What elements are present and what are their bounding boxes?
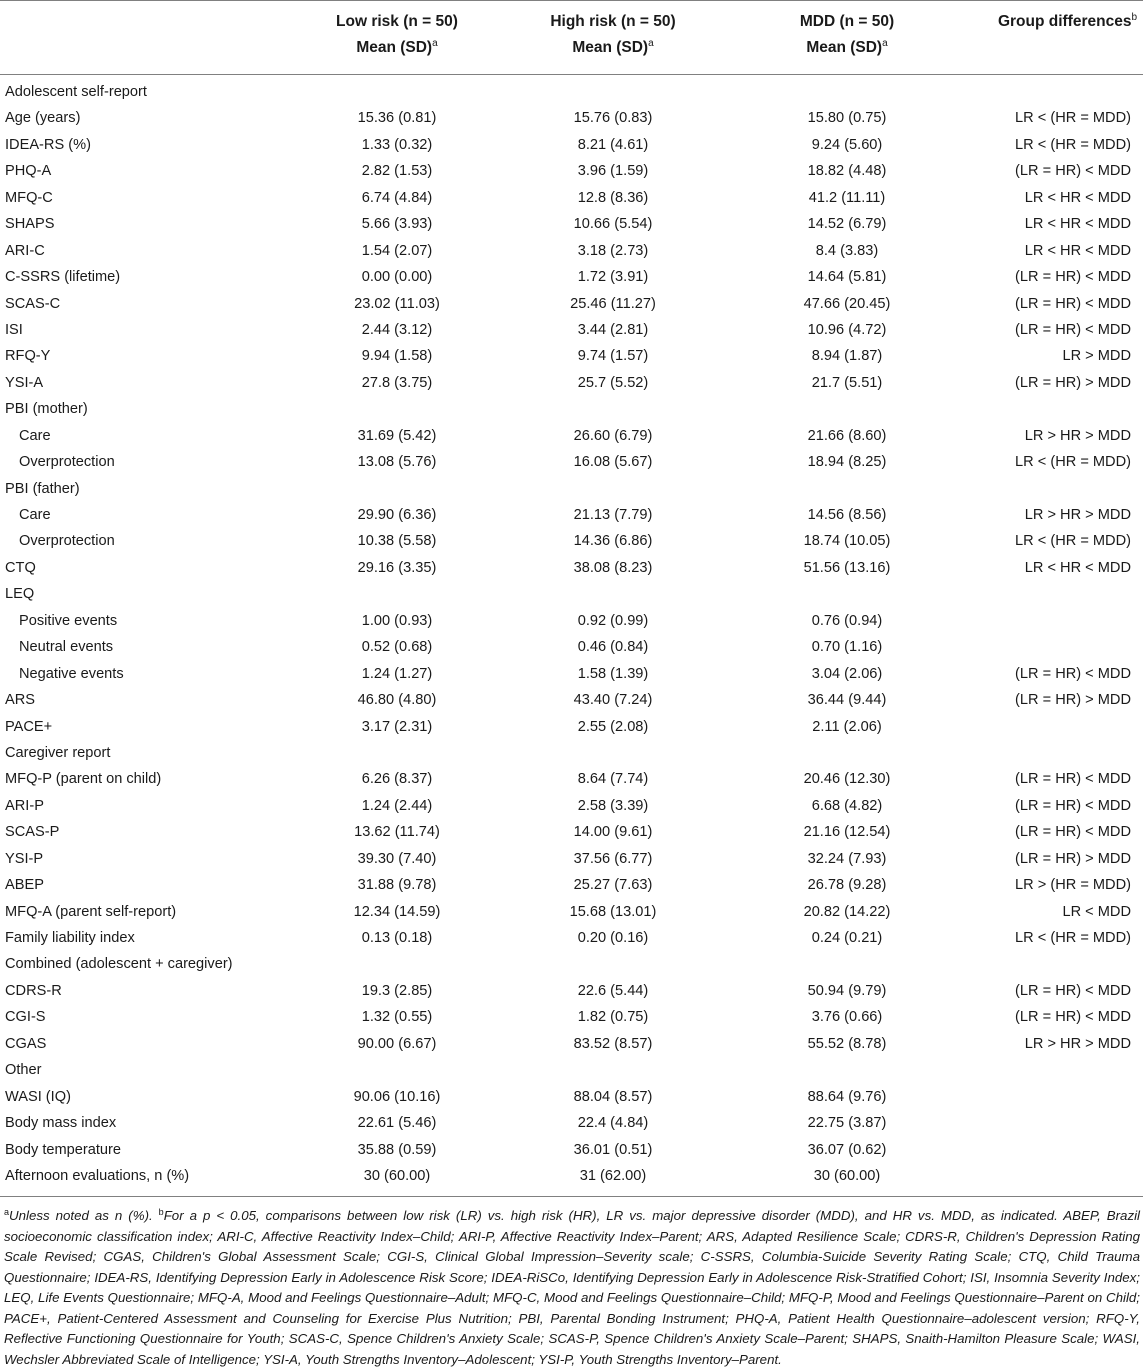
row-cell-3: 30 (60.00) xyxy=(813,1167,881,1184)
footnote-text-b: For a p < 0.05, comparisons between low risk (LR) vs. high risk (HR), LR vs. major depressive disorder (MDD), and HR vs. MDD, as indicated. ABEP, Brazil socioeconomic classification index; ARI-C, Affective Reactivity Index–Child; ARI-P, Affective Reactivity Index–Parent; ARS, Adapted Resilience Scale; CDRS-R, Children's Depression Rating Scale Revised; CGAS, Children's Global Assessment Scale; CGI-S, Clinical Global Impression–Severity scale; C-SSRS, Columbia-Suicide Severity Rating Scale; CTQ, Child Trauma Questionnaire; IDEA-RS, Identifying Depression Early in Adolescence Risk Score; IDEA-RiSCo, Identifying Depression Early in Adolescence Risk-Stratified Cohort; ISI, Insomnia Severity Index; LEQ, Life Events Questionnaire; MFQ-A, Mood and Feelings Questionnaire–Adult; MFQ-C, Mood and Feelings Questionnaire–Child; MFQ-P, Mood and Feelings Questionnaire–Parent on Child; PACE+, Patient-Centered Assessment and Counseling for Exercise Plus Nutrition; PBI, Parental Bonding Instrument; PHQ-A, Patient Health Questionnaire–adolescent version; RFQ-Y, Reflective Functioning Questionnaire for Youth; SCAS-C, Spence Children's Anxiety Scale; SCAS-P, Spence Children's Anxiety Scale–Parent; SHAPS, Snaith-Hamilton Pleasure Scale; WASI, Wechsler Abbreviated Scale of Intelligence; YSI-A, Youth Strengths Inventory–Adolescent; YSI-P, Youth Strengths Inventory–Parent. xyxy=(4,1208,1140,1367)
table-row xyxy=(0,370,1143,396)
row-label: ARI-P xyxy=(5,797,44,814)
table-row xyxy=(0,185,1143,211)
row-cell-3: 15.80 (0.75) xyxy=(807,110,887,127)
row-cell-1: 29.90 (6.36) xyxy=(357,507,437,523)
table-row xyxy=(0,1137,1143,1163)
row-label: Caregiver report xyxy=(5,744,111,761)
row-cell-4: LR < (HR = MDD) xyxy=(1015,930,1131,946)
row-cell-1: 12.34 (14.59) xyxy=(353,903,441,920)
row-cell-2: 37.56 (6.77) xyxy=(573,850,653,867)
row-cell-3: 0.24 (0.21) xyxy=(811,930,883,946)
row-cell-2: 31 (62.00) xyxy=(579,1167,647,1184)
row-cell-4: (LR = HR) < MDD xyxy=(1015,797,1131,814)
row-label: Care xyxy=(19,507,51,523)
row-cell-1: 22.61 (5.46) xyxy=(357,1115,437,1132)
row-cell-3: 26.78 (9.28) xyxy=(807,877,887,894)
row-cell-1: 46.80 (4.80) xyxy=(357,692,437,709)
row-cell-3: 21.66 (8.60) xyxy=(807,427,887,444)
row-label: Adolescent self-report xyxy=(5,84,147,100)
row-label: Afternoon evaluations, n (%) xyxy=(5,1167,190,1184)
row-label: PACE+ xyxy=(5,718,53,735)
row-cell-3: 14.52 (6.79) xyxy=(807,216,887,233)
header-group-differences xyxy=(957,9,1137,35)
table-row xyxy=(0,581,1143,607)
row-cell-1: 90.00 (6.67) xyxy=(357,1035,437,1052)
row-label: Family liability index xyxy=(5,930,135,946)
header-high-risk xyxy=(508,9,718,61)
row-cell-2: 1.82 (0.75) xyxy=(577,1009,649,1026)
row-label: CGI-S xyxy=(5,1009,46,1026)
footnote-text-a: Unless noted as n (%). xyxy=(9,1208,159,1223)
row-label: LEQ xyxy=(5,586,35,603)
table-row xyxy=(0,766,1143,792)
row-label: Negative events xyxy=(19,665,124,682)
table-row xyxy=(0,1163,1143,1189)
table-row xyxy=(0,634,1143,660)
header-mdd-title: MDD (n = 50) xyxy=(799,13,895,30)
table-row xyxy=(0,211,1143,237)
row-cell-2: 2.58 (3.39) xyxy=(577,797,649,814)
row-cell-4: LR < HR < MDD xyxy=(1024,216,1131,233)
row-cell-4: (LR = HR) < MDD xyxy=(1015,824,1131,841)
table-row xyxy=(0,951,1143,977)
row-cell-3: 51.56 (13.16) xyxy=(803,559,891,576)
row-cell-2: 26.60 (6.79) xyxy=(573,427,653,444)
table-row xyxy=(0,740,1143,766)
table-row xyxy=(0,872,1143,898)
row-label: PHQ-A xyxy=(5,163,52,180)
row-cell-1: 2.82 (1.53) xyxy=(361,163,433,180)
row-cell-2: 9.74 (1.57) xyxy=(577,348,649,365)
row-cell-2: 25.46 (11.27) xyxy=(570,295,656,312)
row-cell-1: 31.88 (9.78) xyxy=(357,877,437,894)
row-cell-2: 0.20 (0.16) xyxy=(577,930,649,946)
row-cell-1: 30 (60.00) xyxy=(363,1167,431,1184)
row-label: Other xyxy=(5,1062,42,1079)
row-cell-3: 21.16 (12.54) xyxy=(803,824,891,841)
row-cell-4: LR > HR > MDD xyxy=(1024,1035,1131,1052)
table-row xyxy=(0,846,1143,872)
row-cell-3: 8.4 (3.83) xyxy=(815,242,879,259)
row-label: CDRS-R xyxy=(5,982,62,999)
row-cell-1: 1.32 (0.55) xyxy=(361,1009,433,1026)
row-cell-4: LR < HR < MDD xyxy=(1024,559,1131,576)
row-cell-1: 0.13 (0.18) xyxy=(361,930,433,946)
row-cell-1: 10.38 (5.58) xyxy=(357,533,437,550)
row-cell-4: (LR = HR) < MDD xyxy=(1015,982,1131,999)
table-row xyxy=(0,396,1143,422)
row-cell-1: 2.44 (3.12) xyxy=(361,321,433,338)
table-row xyxy=(0,317,1143,343)
row-cell-1: 6.26 (8.37) xyxy=(361,771,433,788)
row-cell-3: 3.04 (2.06) xyxy=(811,665,883,682)
row-cell-3: 2.11 (2.06) xyxy=(812,718,882,735)
top-rule xyxy=(0,0,1143,1)
row-cell-2: 8.21 (4.61) xyxy=(577,136,649,153)
row-cell-3: 14.64 (5.81) xyxy=(807,269,887,286)
row-cell-1: 5.66 (3.93) xyxy=(361,216,433,233)
table-row xyxy=(0,608,1143,634)
row-cell-1: 90.06 (10.16) xyxy=(353,1088,441,1105)
row-cell-3: 0.76 (0.94) xyxy=(811,612,883,629)
footnote-marker-b: b xyxy=(158,1207,164,1217)
table-row xyxy=(0,476,1143,502)
row-label: MFQ-C xyxy=(5,189,53,206)
row-cell-2: 43.40 (7.24) xyxy=(573,692,653,709)
table-row xyxy=(0,343,1143,369)
table-row xyxy=(0,925,1143,951)
row-cell-1: 0.52 (0.68) xyxy=(361,639,433,656)
row-cell-2: 83.52 (8.57) xyxy=(573,1035,653,1052)
table-row xyxy=(0,899,1143,925)
table-row xyxy=(0,79,1143,105)
row-cell-1: 15.36 (0.81) xyxy=(357,110,437,127)
row-cell-2: 88.04 (8.57) xyxy=(573,1088,653,1105)
row-label: Overprotection xyxy=(19,454,115,471)
row-label: YSI-P xyxy=(5,850,44,867)
row-cell-1: 1.00 (0.93) xyxy=(361,612,433,629)
row-cell-4: LR > (HR = MDD) xyxy=(1015,877,1131,894)
row-cell-2: 25.7 (5.52) xyxy=(577,374,649,391)
table-row xyxy=(0,238,1143,264)
row-cell-3: 6.68 (4.82) xyxy=(811,797,883,814)
row-cell-4: (LR = HR) < MDD xyxy=(1015,269,1131,286)
row-label: ARS xyxy=(5,692,36,709)
row-cell-4: (LR = HR) < MDD xyxy=(1015,1009,1131,1026)
row-cell-3: 32.24 (7.93) xyxy=(807,850,887,867)
row-cell-2: 38.08 (8.23) xyxy=(573,559,653,576)
row-cell-1: 3.17 (2.31) xyxy=(361,718,433,735)
row-label: C-SSRS (lifetime) xyxy=(5,269,121,286)
row-cell-2: 22.4 (4.84) xyxy=(577,1115,649,1132)
row-cell-3: 47.66 (20.45) xyxy=(803,295,891,312)
header-mdd xyxy=(742,9,952,61)
row-cell-3: 36.07 (0.62) xyxy=(807,1141,887,1158)
row-label: Combined (adolescent + caregiver) xyxy=(5,956,233,973)
table-row xyxy=(0,1031,1143,1057)
row-cell-3: 18.82 (4.48) xyxy=(807,163,887,180)
row-label: WASI (IQ) xyxy=(5,1088,71,1105)
row-cell-1: 35.88 (0.59) xyxy=(357,1141,437,1158)
row-label: CTQ xyxy=(5,559,36,576)
row-cell-2: 14.00 (9.61) xyxy=(573,824,653,841)
row-cell-2: 8.64 (7.74) xyxy=(577,771,649,788)
header-low-risk-title: Low risk (n = 50) xyxy=(336,13,458,30)
row-label: SCAS-P xyxy=(5,824,60,841)
row-cell-2: 14.36 (6.86) xyxy=(573,533,653,550)
row-cell-1: 13.62 (11.74) xyxy=(354,824,440,841)
header-high-risk-title: High risk (n = 50) xyxy=(550,13,676,30)
row-cell-2: 16.08 (5.67) xyxy=(573,454,653,471)
row-cell-3: 8.94 (1.87) xyxy=(811,348,883,365)
table-row xyxy=(0,1057,1143,1083)
table-row xyxy=(0,1004,1143,1030)
row-cell-1: 1.24 (2.44) xyxy=(361,797,433,814)
table-row xyxy=(0,158,1143,184)
row-label: ABEP xyxy=(5,877,44,894)
row-cell-4: (LR = HR) < MDD xyxy=(1015,295,1131,312)
row-cell-3: 10.96 (4.72) xyxy=(807,321,887,338)
row-cell-2: 12.8 (8.36) xyxy=(577,189,649,206)
table-row xyxy=(0,687,1143,713)
row-cell-2: 15.68 (13.01) xyxy=(569,903,657,920)
row-cell-2: 25.27 (7.63) xyxy=(573,877,653,894)
row-cell-4: (LR = HR) < MDD xyxy=(1015,163,1131,180)
row-cell-2: 36.01 (0.51) xyxy=(573,1141,653,1158)
row-cell-3: 41.2 (11.11) xyxy=(808,189,886,206)
row-label: MFQ-A (parent self-report) xyxy=(5,903,177,920)
row-cell-4: (LR = HR) < MDD xyxy=(1015,321,1131,338)
row-cell-1: 39.30 (7.40) xyxy=(357,850,437,867)
table-row xyxy=(0,132,1143,158)
row-label: SCAS-C xyxy=(5,295,61,312)
header-low-risk xyxy=(292,9,502,61)
row-cell-3: 20.46 (12.30) xyxy=(803,771,891,788)
table-row xyxy=(0,819,1143,845)
row-cell-1: 6.74 (4.84) xyxy=(361,189,433,206)
row-cell-2: 1.58 (1.39) xyxy=(577,665,649,682)
row-cell-2: 22.6 (5.44) xyxy=(577,982,649,999)
row-cell-4: LR < MDD xyxy=(1062,903,1131,920)
row-cell-1: 1.54 (2.07) xyxy=(361,242,433,259)
row-label: YSI-A xyxy=(5,374,44,391)
row-cell-4: LR < (HR = MDD) xyxy=(1015,533,1131,550)
row-cell-1: 13.08 (5.76) xyxy=(357,454,437,471)
row-cell-4: (LR = HR) < MDD xyxy=(1015,771,1131,788)
row-cell-4: LR < HR < MDD xyxy=(1024,242,1131,259)
table-row xyxy=(0,291,1143,317)
row-cell-4: LR > HR > MDD xyxy=(1024,507,1131,523)
table-row xyxy=(0,978,1143,1004)
row-cell-3: 0.70 (1.16) xyxy=(811,639,883,656)
row-label: ISI xyxy=(5,321,23,338)
row-cell-1: 19.3 (2.85) xyxy=(361,982,433,999)
row-label: CGAS xyxy=(5,1035,47,1052)
row-cell-4: (LR = HR) > MDD xyxy=(1015,374,1131,391)
row-cell-3: 14.56 (8.56) xyxy=(807,507,887,523)
table-row xyxy=(0,661,1143,687)
table-row xyxy=(0,793,1143,819)
header-group-differences-title: Group differences$^b$ xyxy=(997,12,1137,30)
row-cell-1: 0.00 (0.00) xyxy=(361,269,433,286)
row-label: ARI-C xyxy=(5,242,45,259)
table-row xyxy=(0,423,1143,449)
row-cell-1: 1.33 (0.32) xyxy=(361,136,433,153)
row-cell-4: LR < (HR = MDD) xyxy=(1015,110,1131,127)
row-cell-3: 36.44 (9.44) xyxy=(807,692,887,709)
row-cell-2: 2.55 (2.08) xyxy=(577,718,649,735)
table-row xyxy=(0,449,1143,475)
header-mdd-subtitle: Mean (SD)$^a$ xyxy=(806,38,888,56)
row-cell-3: 3.76 (0.66) xyxy=(811,1009,883,1026)
row-label: MFQ-P (parent on child) xyxy=(5,771,162,788)
row-cell-1: 9.94 (1.58) xyxy=(361,348,433,365)
table-row xyxy=(0,1110,1143,1136)
row-cell-4: LR < (HR = MDD) xyxy=(1015,454,1131,471)
row-label: Age (years) xyxy=(5,110,81,127)
header-rule xyxy=(0,74,1143,75)
row-label: Body temperature xyxy=(5,1141,122,1158)
row-cell-2: 3.96 (1.59) xyxy=(577,163,649,180)
table-row xyxy=(0,105,1143,131)
row-cell-4: LR < (HR = MDD) xyxy=(1015,136,1131,153)
table-row xyxy=(0,1084,1143,1110)
row-cell-2: 1.72 (3.91) xyxy=(577,269,649,286)
row-label: IDEA-RS (%) xyxy=(5,136,91,153)
table-row xyxy=(0,528,1143,554)
table-row xyxy=(0,714,1143,740)
table-body xyxy=(0,79,1143,1189)
row-cell-4: (LR = HR) > MDD xyxy=(1015,692,1131,709)
row-cell-3: 21.7 (5.51) xyxy=(811,374,883,391)
row-cell-2: 0.92 (0.99) xyxy=(577,612,649,629)
row-cell-1: 1.24 (1.27) xyxy=(361,665,433,682)
row-label: Neutral events xyxy=(19,639,114,656)
row-cell-3: 9.24 (5.60) xyxy=(811,136,883,153)
row-cell-1: 27.8 (3.75) xyxy=(361,374,433,391)
row-cell-2: 0.46 (0.84) xyxy=(577,639,649,656)
row-cell-4: (LR = HR) > MDD xyxy=(1015,850,1131,867)
row-label: RFQ-Y xyxy=(5,348,51,365)
row-cell-3: 20.82 (14.22) xyxy=(803,903,891,920)
header-high-risk-subtitle: Mean (SD)$^a$ xyxy=(572,38,654,56)
row-label: Care xyxy=(19,427,51,444)
footnote-marker-a: a xyxy=(4,1207,10,1217)
table-row xyxy=(0,555,1143,581)
row-cell-3: 88.64 (9.76) xyxy=(807,1088,887,1105)
row-label: PBI (father) xyxy=(5,480,80,497)
row-cell-3: 50.94 (9.79) xyxy=(807,982,887,999)
row-cell-2: 3.18 (2.73) xyxy=(577,242,649,259)
row-cell-1: 29.16 (3.35) xyxy=(357,559,437,576)
table-row xyxy=(0,502,1143,528)
row-cell-4: LR < HR < MDD xyxy=(1024,189,1131,206)
header-low-risk-subtitle: Mean (SD)$^a$ xyxy=(356,38,438,56)
row-label: Overprotection xyxy=(19,533,115,550)
row-cell-2: 3.44 (2.81) xyxy=(577,321,649,338)
row-cell-3: 55.52 (8.78) xyxy=(807,1035,887,1052)
row-cell-4: (LR = HR) < MDD xyxy=(1015,665,1131,682)
row-cell-3: 18.74 (10.05) xyxy=(803,533,891,550)
row-cell-1: 23.02 (11.03) xyxy=(354,295,440,312)
row-label: PBI (mother) xyxy=(5,401,88,418)
row-cell-3: 18.94 (8.25) xyxy=(807,454,887,471)
table-footnote xyxy=(4,1206,1140,1370)
row-cell-2: 15.76 (0.83) xyxy=(573,110,653,127)
bottom-rule xyxy=(0,1196,1143,1197)
row-label: SHAPS xyxy=(5,216,55,233)
row-cell-2: 21.13 (7.79) xyxy=(573,507,653,523)
table-row xyxy=(0,264,1143,290)
row-cell-4: LR > HR > MDD xyxy=(1024,427,1131,444)
row-label: Positive events xyxy=(19,612,118,629)
row-cell-1: 31.69 (5.42) xyxy=(357,427,437,444)
row-cell-3: 22.75 (3.87) xyxy=(807,1115,887,1132)
row-cell-2: 10.66 (5.54) xyxy=(573,216,653,233)
row-cell-4: LR > MDD xyxy=(1062,348,1131,365)
row-label: Body mass index xyxy=(5,1115,117,1132)
